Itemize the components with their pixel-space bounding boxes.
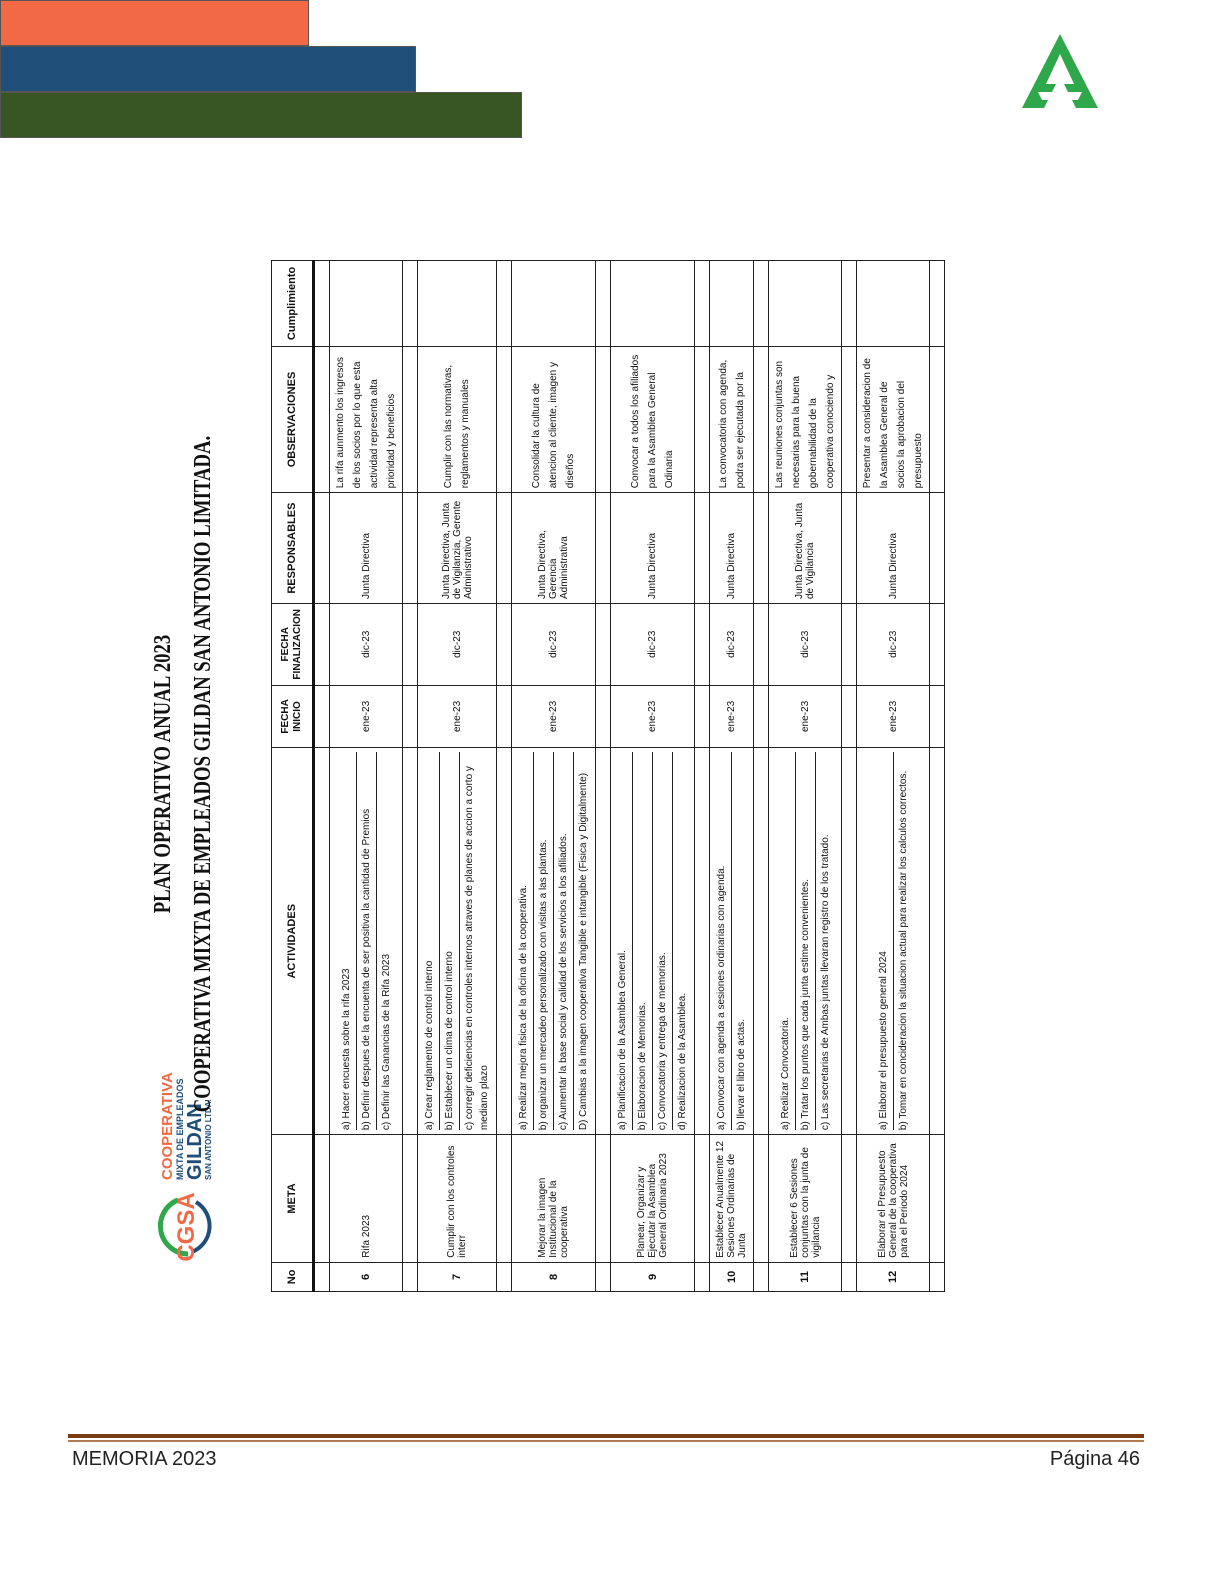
tree-logo-icon — [1018, 32, 1102, 112]
activity-item: c) corregir deficiencias en controles internos atraves de planes de accion a corto y mediano plazo — [464, 766, 490, 1131]
row-fecha-fin: dic-23 — [769, 604, 842, 686]
row-cumplimiento — [330, 261, 403, 347]
table-spacer-row — [314, 261, 330, 1292]
table-spacer-row — [930, 261, 945, 1292]
row-observaciones: La rifa aunmento los ingresos de los socios por lo que esta actividad representa alta prioridad y beneficios — [330, 346, 403, 492]
activity-item: c) Convocatoria y entrega de memorias. — [653, 752, 673, 1130]
rotated-page-content — [140, 256, 1020, 1292]
table-row — [330, 261, 403, 1292]
activity-item: b) Elaboracion de Memorias. — [633, 752, 653, 1130]
activity-item: b) Definir despues de la encuenta de ser positiva la cantidad de Premios — [357, 752, 377, 1130]
row-fecha-fin: dic-23 — [330, 604, 403, 686]
logo-line2: MIXTA DE EMPLEADOS — [175, 1078, 185, 1180]
row-responsables: Junta Directiva — [330, 493, 403, 604]
row-number: 11 — [769, 1262, 842, 1291]
row-responsables: Junta Directiva, Junta de Vigilancia — [769, 493, 842, 604]
row-meta: Planear, Organizar y Ejecutar la Asamblea General Ordinaria 2023 — [611, 1135, 695, 1263]
row-meta: Mejorar la imagen Institucional de la cooperativa — [512, 1135, 596, 1263]
page-number: Página 46 — [1049, 1448, 1140, 1470]
activity-item: c) Las secretarias de Ambas juntas llevaran registro de los tratado. — [819, 834, 831, 1131]
page-subtitle: COOPERATIVA MIXTA DE EMPLEADOS GILDAN SAN ANTONIO LIMITADA. — [190, 435, 216, 1113]
row-activities — [769, 748, 842, 1135]
col-header-actividades: ACTIVIDADES — [272, 748, 314, 1135]
logo-mark: CGSA — [173, 1192, 200, 1262]
row-fecha-fin: dic-23 — [710, 604, 754, 686]
activity-item: D) Cambias a la imagen cooperativa Tangible e intangible (Fisica y Digitalmente) — [578, 772, 589, 1131]
activity-item: a) Hacer encuesta sobre la rifa 2023 — [337, 752, 357, 1130]
operative-plan-table — [271, 260, 945, 1292]
header-bar-orange — [0, 0, 309, 46]
table-spacer-row — [596, 261, 611, 1292]
row-activities — [611, 748, 695, 1135]
activity-item: b) llevar el libro de actas. — [736, 1019, 747, 1131]
col-header-fecha-fin: FECHA FINALIZACION — [272, 604, 314, 686]
row-observaciones: La convocatoria con agenda, podra ser ejecutada por la — [710, 346, 754, 492]
logo-line3: GILDAN — [184, 1103, 206, 1180]
table-spacer-row — [403, 261, 418, 1292]
row-fecha-fin: dic-23 — [512, 604, 596, 686]
row-number: 8 — [512, 1262, 596, 1291]
col-header-fecha-inicio: FECHA INICIO — [272, 685, 314, 748]
activity-item: b) Establecer un clima de control interno — [440, 752, 460, 1130]
logo-line4: SAN ANTONIO LTDA. — [204, 1099, 213, 1180]
activity-item: b) Tratar los puntos que cada junta estime convenientes. — [796, 752, 816, 1130]
activity-item: a) Elaborar el presupuesto general 2024 — [874, 752, 894, 1130]
row-cumplimiento — [512, 261, 596, 347]
table-spacer-row — [754, 261, 769, 1292]
activity-item: a) Realizar Convocatoria. — [776, 752, 796, 1130]
activity-item: a) Crear reglamento de control interno — [420, 752, 440, 1130]
table-row — [857, 261, 930, 1292]
row-meta: Establecer 6 Sesiones conjuntas con la junta de vigilancia — [769, 1135, 842, 1263]
activity-item: b) Tomar en concideracion la situacion actual para realizar los calculos correctos. — [897, 770, 909, 1131]
row-observaciones: Las reuniones conjuntas son necesarias para la buena gobernabilidad de la cooperativa conociendo y — [769, 346, 842, 492]
row-cumplimiento — [710, 261, 754, 347]
activity-item: d) Realizacion de la Asamblea. — [677, 992, 688, 1131]
row-number: 9 — [611, 1262, 695, 1291]
row-meta: Elaborar el Presupuesto General de la cooperativa para el Periodo 2024 — [857, 1135, 930, 1263]
activity-item: a) Realizar mejora fisica de la oficina de la cooperativa. — [514, 752, 534, 1130]
row-number: 12 — [857, 1262, 930, 1291]
page-title: PLAN OPERATIVO ANUAL 2023 — [150, 634, 176, 914]
row-fecha-fin: dic-23 — [418, 604, 497, 686]
row-fecha-inicio: ene-23 — [769, 685, 842, 748]
activity-item: c) Definir las Ganancias de la Rifa 2023 — [380, 953, 392, 1131]
table-spacer-row — [695, 261, 710, 1292]
row-fecha-inicio: ene-23 — [512, 685, 596, 748]
row-number: 10 — [710, 1262, 754, 1291]
row-observaciones: Convocar a todos los afiliados para la Asamblea General Odinaria — [611, 346, 695, 492]
row-activities — [330, 748, 403, 1135]
table-row — [418, 261, 497, 1292]
col-header-responsables: RESPONSABLES — [272, 493, 314, 604]
header-bar-blue — [0, 46, 416, 92]
row-fecha-inicio: ene-23 — [611, 685, 695, 748]
activity-item: c) Aumentar la base social y calidad de los servicios a los afiliados. — [554, 752, 574, 1130]
row-cumplimiento — [611, 261, 695, 347]
activity-item: b) organizar un mercadeo personalizado con visitas a las plantas. — [534, 752, 554, 1130]
row-meta: Cumplir con los controles interr — [418, 1135, 497, 1263]
row-meta: Establecer Anualmente 12 Sesiones Ordinarias de Junta — [710, 1135, 754, 1263]
row-fecha-inicio: ene-23 — [710, 685, 754, 748]
table-row — [710, 261, 754, 1292]
row-activities — [418, 748, 497, 1135]
row-activities — [512, 748, 596, 1135]
activity-item: a) Planificacion de la Asamblea General. — [613, 752, 633, 1130]
table-spacer-row — [497, 261, 512, 1292]
logo-line1: COOPERATIVA — [159, 1072, 176, 1180]
table-body — [314, 261, 945, 1292]
row-observaciones: Presentar a consideracion de la Asamblea General de socios la aprobacion del presupuesto — [857, 346, 930, 492]
footer-divider-thin — [68, 1440, 1144, 1442]
table-row — [611, 261, 695, 1292]
col-header-meta: META — [272, 1135, 314, 1263]
row-fecha-inicio: ene-23 — [330, 685, 403, 748]
table-spacer-row — [842, 261, 857, 1292]
row-meta: Rifa 2023 — [330, 1135, 403, 1263]
row-activities — [857, 748, 930, 1135]
row-cumplimiento — [418, 261, 497, 347]
row-observaciones: Consolidar la cultura de atencion al cliente, imagen y diseños — [512, 346, 596, 492]
row-responsables: Junta Directiva, Junta de Vigilanzia, Gerente Administrativo — [418, 493, 497, 604]
row-cumplimiento — [857, 261, 930, 347]
col-header-observaciones: OBSERVACIONES — [272, 346, 314, 492]
col-header-cumplimiento: Cumplimiento — [272, 261, 314, 347]
row-responsables: Junta Directiva — [611, 493, 695, 604]
footer-divider — [68, 1434, 1144, 1438]
cgsa-logo-icon — [148, 1192, 218, 1262]
header-bar-green — [0, 92, 522, 138]
row-responsables: Junta Directiva — [710, 493, 754, 604]
row-fecha-fin: dic-23 — [857, 604, 930, 686]
row-responsables: Junta Directiva, Gerencia Administrativa — [512, 493, 596, 604]
row-fecha-inicio: ene-23 — [857, 685, 930, 748]
row-activities — [710, 748, 754, 1135]
row-number: 6 — [330, 1262, 403, 1291]
row-number: 7 — [418, 1262, 497, 1291]
col-header-no: No — [272, 1262, 314, 1291]
row-fecha-inicio: ene-23 — [418, 685, 497, 748]
row-observaciones: Cumplir con las normativas, reglamentos y manuales — [418, 346, 497, 492]
table-row — [512, 261, 596, 1292]
activity-item: a) Convocar con agenda a sesiones ordinarias con agenda. — [712, 752, 732, 1130]
table-header-row — [272, 261, 314, 1292]
table-row — [769, 261, 842, 1292]
row-responsables: Junta Directiva — [857, 493, 930, 604]
footer-memoria: MEMORIA 2023 — [72, 1448, 217, 1470]
row-cumplimiento — [769, 261, 842, 347]
row-fecha-fin: dic-23 — [611, 604, 695, 686]
